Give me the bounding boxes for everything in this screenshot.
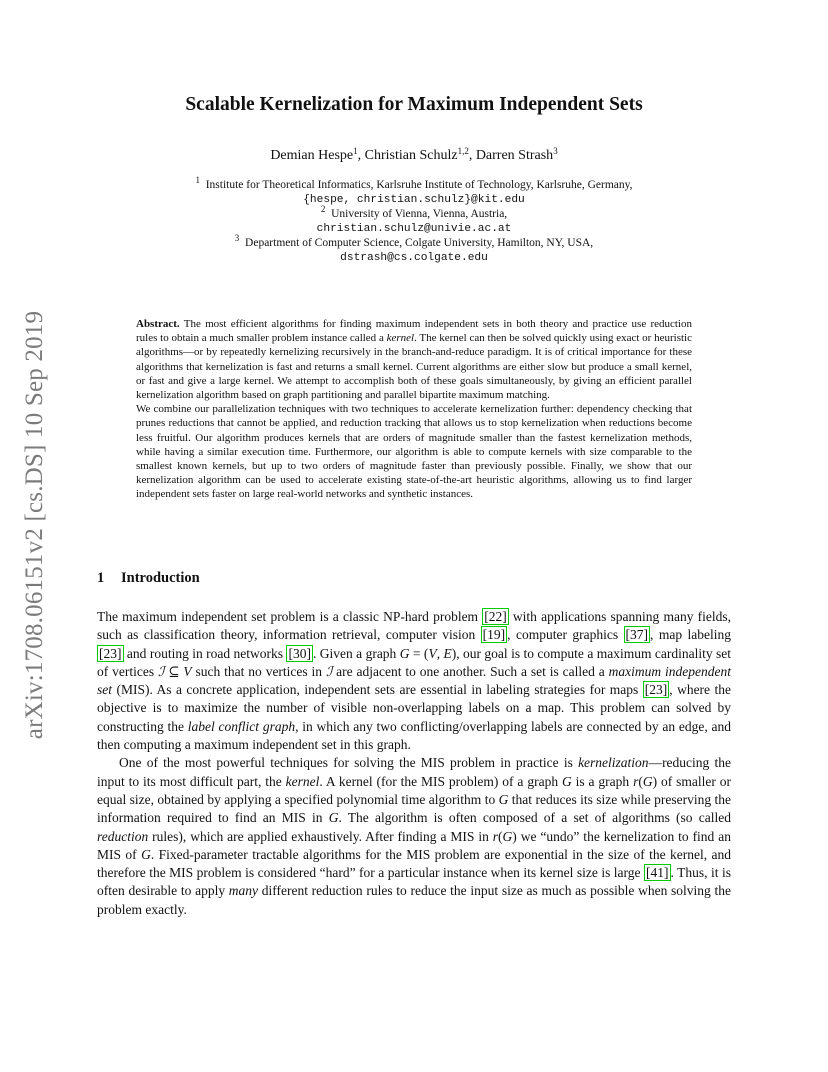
emphasis-text: label conflict graph bbox=[187, 718, 296, 734]
author: Darren Strash$^3$ bbox=[475, 146, 558, 163]
emphasis-text: G bbox=[561, 773, 572, 789]
abstract-paragraph-1 bbox=[136, 317, 692, 402]
affiliation-line: $^1$ Institute for Theoretical Informatics, Karlsruhe Institute of Technology, Karlsruhe, Germany, bbox=[195, 175, 633, 191]
text-run: . Given a graph bbox=[312, 645, 400, 661]
emphasis-text: G bbox=[399, 645, 410, 661]
text-run: . Thus, it is often desirable to apply bbox=[97, 865, 731, 899]
text-run: = ( bbox=[409, 645, 429, 661]
text-run: ( bbox=[638, 773, 643, 789]
abstract-p1-runs bbox=[136, 318, 692, 401]
text-run: and routing in road networks bbox=[123, 645, 287, 661]
paper-title: Scalable Kernelization for Maximum Independent Sets bbox=[185, 94, 643, 115]
text-run: is a graph bbox=[571, 773, 634, 789]
text-run: are adjacent to one another. Such a set is called a bbox=[332, 663, 609, 679]
emphasis-text: reduction bbox=[97, 828, 149, 844]
text-run: rules), which are applied exhaustively. After finding a MIS in bbox=[148, 828, 493, 844]
text-run: The most efficient algorithms for finding maximum independent sets in both theory and practice use reduction rules to obtain a much smaller problem instance called a bbox=[136, 318, 692, 345]
text-run: ( bbox=[498, 828, 503, 844]
text-run: One of the most powerful techniques for solving the MIS problem in practice is bbox=[119, 755, 579, 771]
text-run: —reducing the input to its most difficult part, the bbox=[97, 755, 731, 789]
abstract bbox=[136, 317, 692, 502]
text-run: , bbox=[436, 645, 444, 661]
emphasis-text: G bbox=[328, 810, 339, 826]
affiliation-email: {hespe, christian.schulz}@kit.edu bbox=[303, 193, 525, 206]
text-run: such that no vertices in bbox=[191, 663, 326, 679]
emphasis-text: ℐ bbox=[158, 663, 165, 679]
text-run: ), our goal is to compute a maximum cardinality set of vertices bbox=[97, 645, 732, 679]
citation-link[interactable]: [37] bbox=[625, 627, 649, 643]
arxiv-stamp bbox=[18, 290, 52, 760]
emphasis-text: kernel bbox=[386, 332, 415, 345]
author-list bbox=[0, 148, 828, 164]
citation-link[interactable]: [22] bbox=[484, 609, 507, 624]
arxiv-stamp-text: arXiv:1708.06151v2 [cs.DS] 10 Sep 2019 bbox=[21, 310, 48, 740]
affiliation-email: dstrash@cs.colgate.edu bbox=[340, 251, 488, 264]
affiliation-line: $^2$ University of Vienna, Vienna, Austria, bbox=[320, 204, 508, 221]
citation-link[interactable]: [30] bbox=[288, 645, 311, 661]
text-run: . The kernel can then be solved quickly using exact or heuristic algorithms—or by repeatedly kernelizing recursively in the branch-and-reduce paradigm. It is of critical importance for these algorithms that kernelization is fast and returns a small kernel. Current algorithms are either slow but produce a small kernel, or fast and give a large kernel. We attempt to accomplish both of these goals simultaneously, by giving an efficient parallel kernelization algorithm based on graph partitioning and parallel bipartite maximum matching. bbox=[136, 332, 692, 402]
affiliation-line: $^3$ Department of Computer Science, Colgate University, Hamilton, NY, USA, bbox=[234, 233, 594, 250]
citation-link[interactable]: [23] bbox=[644, 682, 668, 698]
text-run: with applications spanning many fields, such as classification theory, information retrieval, computer vision bbox=[97, 609, 732, 643]
text-run: ⊆ bbox=[164, 663, 184, 679]
emphasis-text: kernelization bbox=[578, 755, 649, 771]
intro-paragraph-2 bbox=[97, 754, 731, 919]
text-run: , where the objective is to maximize the number of visible non-overlapping labels on a map. This problem can solved by constructing the bbox=[97, 682, 731, 734]
emphasis-text: many bbox=[228, 883, 259, 899]
author: Christian Schulz$^{1,2}$, bbox=[364, 146, 476, 163]
emphasis-text: V bbox=[428, 645, 437, 661]
text-run: . Fixed-parameter tractable algorithms for the MIS problem are exponential in the size of the kernel, and therefore the MIS problem is considered “hard” for a particular instance when its kernel size is large bbox=[97, 846, 731, 881]
emphasis-text: kernel bbox=[285, 773, 320, 789]
text-run: that reduces its size while preserving the information required to find an MIS in bbox=[97, 791, 731, 826]
emphasis-text: ℐ bbox=[325, 663, 333, 679]
abstract-label: Abstract. bbox=[136, 318, 180, 330]
text-run: The maximum independent set problem is a classic NP-hard problem bbox=[97, 609, 483, 624]
citation-link[interactable]: [23] bbox=[99, 645, 122, 661]
text-run: . The algorithm is often composed of a set of algorithms (so called bbox=[338, 810, 731, 826]
abstract-paragraph-2: We combine our parallelization techniques with two techniques to accelerate kernelization further: dependency checking that prunes reductions that cannot be applied, and reduction tracking that allows us to stop kernelization when reductions become less fruitful. Our algorithm produces kernels that are orders of magnitude smaller than the fastest kernelization methods, while having a similar execution time. Furthermore, our algorithm is able to compute kernels with size comparable to the smallest known kernels, but up to two orders of magnitude faster than previously possible. Finally, we show that our kernelization algorithm can be used to accelerate existing state-of-the-art heuristic algorithms, allowing us to find larger independent sets faster on large real-world networks and synthetic instances. bbox=[136, 403, 692, 501]
text-run: , in which any two conflicting/overlapping labels are connected by an edge, and then computing a maximum independent set in this graph. bbox=[97, 718, 731, 753]
section-number: 1 bbox=[97, 570, 105, 586]
text-run: ) we “undo” the kernelization to find an MIS of bbox=[97, 828, 731, 862]
emphasis-text: E bbox=[443, 645, 452, 661]
text-run: . A kernel (for the MIS problem) of a graph bbox=[319, 773, 562, 789]
citation-link[interactable]: [19] bbox=[482, 627, 506, 643]
intro-paragraph-1 bbox=[97, 608, 731, 754]
emphasis-text: G bbox=[498, 791, 509, 807]
citation-link[interactable]: [41] bbox=[646, 865, 669, 881]
emphasis-text: G bbox=[502, 828, 513, 844]
text-run: (MIS). As a concrete application, independent sets are essential in labeling strategies for maps bbox=[112, 682, 643, 698]
text-run: , map labeling bbox=[650, 627, 731, 643]
affiliation-email: christian.schulz@univie.ac.at bbox=[316, 222, 512, 235]
section-title: Introduction bbox=[121, 570, 200, 586]
emphasis-text: maximum independent set bbox=[97, 663, 732, 698]
text-run: ) of smaller or equal size, obtained by applying a specified polynomial time algorithm to bbox=[97, 773, 731, 807]
text-run: different reduction rules to reduce the input size as much as possible when solving the problem exactly. bbox=[97, 883, 731, 917]
emphasis-text: G bbox=[642, 773, 653, 789]
section-heading bbox=[97, 570, 200, 587]
emphasis-text: r bbox=[492, 828, 499, 844]
introduction-body bbox=[97, 608, 731, 919]
emphasis-text: V bbox=[183, 663, 192, 679]
text-run: , computer graphics bbox=[507, 627, 624, 643]
emphasis-text: r bbox=[633, 773, 639, 789]
affiliations bbox=[0, 175, 828, 266]
emphasis-text: G bbox=[141, 846, 151, 862]
author: Demian Hespe$^1$, bbox=[270, 146, 365, 163]
